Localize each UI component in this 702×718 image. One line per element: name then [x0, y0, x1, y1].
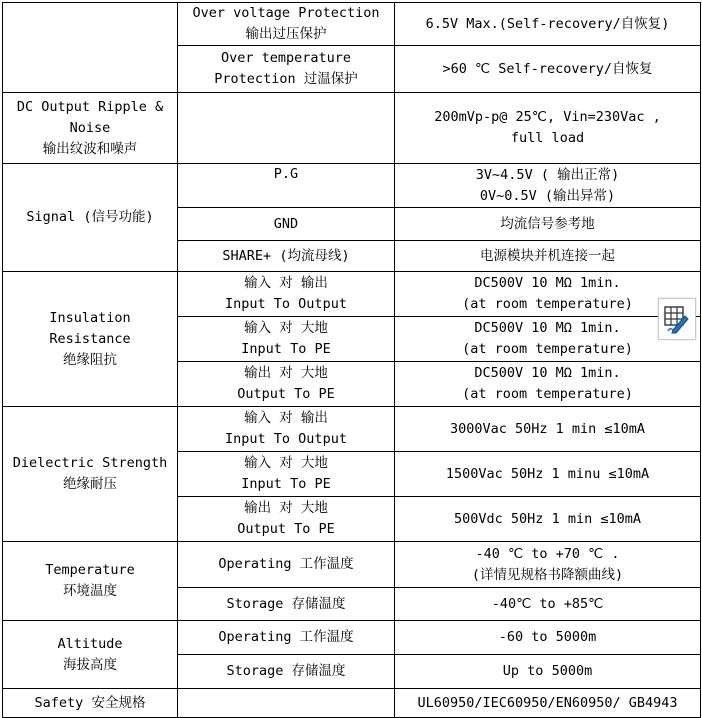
item-line: Input To Output — [225, 296, 347, 312]
item-cell — [178, 208, 395, 241]
param-cell — [3, 621, 178, 689]
row-dielectric-io — [3, 407, 701, 452]
value-cell — [395, 497, 701, 542]
value-cell — [395, 655, 701, 689]
value-line: (详情见规格书降额曲线) — [471, 566, 624, 583]
item-line: SHARE+ (均流母线) — [222, 247, 350, 264]
value-cell — [395, 241, 701, 272]
row-temperature-operating — [3, 542, 701, 588]
param-line: 绝缘耐压 — [63, 476, 117, 492]
param-line: Safety 安全规格 — [34, 694, 146, 711]
item-line: Protection 过温保护 — [214, 71, 358, 87]
row-over-voltage — [3, 3, 701, 46]
item-line: Storage 存储温度 — [226, 595, 346, 612]
value-cell — [395, 542, 701, 588]
param-cell-protection — [3, 3, 178, 93]
param-line: Signal (信号功能) — [26, 209, 154, 225]
item-line: 输入 对 输出 — [244, 410, 328, 426]
value-cell — [395, 46, 701, 93]
item-line: GND — [273, 215, 299, 232]
item-line: Storage 存储温度 — [226, 663, 346, 679]
row-safety — [3, 689, 701, 718]
value-line: -40℃ to +85℃ — [491, 595, 604, 612]
table-edit-glyph — [663, 304, 691, 334]
item-line: 输入 对 输出 — [244, 275, 328, 291]
item-line: Output To PE — [237, 386, 335, 402]
param-line: 环境温度 — [63, 583, 117, 599]
param-line: Altitude — [57, 635, 123, 652]
param-cell — [3, 407, 178, 542]
value-line: 500Vdc 50Hz 1 min ≤10mA — [454, 510, 641, 527]
value-cell — [395, 317, 701, 362]
item-line: Operating 工作温度 — [218, 556, 354, 572]
table-edit-icon[interactable] — [658, 298, 696, 340]
value-line: 电源模块并机连接一起 — [480, 247, 615, 264]
value-line: DC500V 10 MΩ 1min. — [474, 275, 621, 291]
param-line: Noise — [69, 119, 111, 136]
item-line: Over voltage Protection — [192, 5, 380, 21]
value-line: Up to 5000m — [502, 663, 593, 679]
item-line: P.G — [273, 166, 299, 182]
value-cell — [395, 362, 701, 407]
value-cell — [395, 452, 701, 497]
row-insulation-io — [3, 272, 701, 317]
item-line: 输入 对 大地 — [244, 455, 328, 471]
item-line: 输入 对 大地 — [244, 320, 328, 336]
value-line: 均流信号参考地 — [500, 215, 595, 232]
item-cell — [178, 621, 395, 655]
param-line: Insulation — [49, 309, 131, 326]
value-line: 1500Vac 50Hz 1 minu ≤10mA — [445, 465, 650, 482]
value-cell — [395, 407, 701, 452]
param-cell — [3, 93, 178, 164]
item-line: Over temperature — [220, 50, 352, 66]
param-line: Dielectric Strength — [12, 455, 168, 471]
item-line: Operating 工作温度 — [218, 629, 354, 645]
value-line: 6.5V Max.(Self-recovery/自恢复) — [425, 15, 670, 32]
param-line: Temperature — [45, 562, 135, 578]
item-cell — [178, 497, 395, 542]
item-cell — [178, 317, 395, 362]
item-line: Input To Output — [225, 431, 347, 447]
item-cell — [178, 46, 395, 93]
item-cell — [178, 164, 395, 208]
value-cell — [395, 272, 701, 317]
value-line: -40 ℃ to +70 ℃ . — [475, 545, 620, 562]
item-cell — [178, 407, 395, 452]
item-cell — [178, 542, 395, 588]
value-cell — [395, 208, 701, 241]
item-line: 输出 对 大地 — [244, 500, 328, 516]
param-cell — [3, 164, 178, 272]
value-line: -60 to 5000m — [498, 629, 597, 645]
item-line: 输出 对 大地 — [244, 365, 328, 381]
item-cell — [178, 689, 395, 718]
param-cell — [3, 689, 178, 718]
item-cell — [178, 588, 395, 621]
param-line: 绝缘阻抗 — [63, 351, 117, 368]
value-cell — [395, 588, 701, 621]
value-line: 0V~0.5V (输出异常) — [479, 187, 616, 204]
value-line: UL60950/IEC60950/EN60950/ GB4943 — [417, 694, 678, 711]
value-cell — [395, 93, 701, 164]
item-line: Output To PE — [237, 521, 335, 537]
value-cell — [395, 164, 701, 208]
item-cell — [178, 241, 395, 272]
param-line: 海拔高度 — [63, 656, 117, 673]
value-line: (at room temperature) — [462, 341, 633, 357]
value-cell — [395, 689, 701, 718]
value-line: 200mVp-p@ 25℃, Vin=230Vac , — [434, 109, 661, 125]
param-line: DC Output Ripple & — [16, 98, 164, 115]
value-line: (at room temperature) — [462, 296, 633, 312]
row-altitude-operating — [3, 621, 701, 655]
item-cell — [178, 272, 395, 317]
param-line: Resistance — [49, 330, 131, 347]
value-line: 3000Vac 50Hz 1 min ≤10mA — [449, 420, 646, 437]
spec-table — [2, 2, 701, 718]
item-cell — [178, 3, 395, 46]
item-line: Input To PE — [241, 341, 331, 357]
value-line: full load — [510, 130, 585, 146]
item-line: Input To PE — [241, 476, 331, 492]
value-line: 3V~4.5V ( 输出正常) — [475, 166, 620, 183]
row-signal-pg — [3, 164, 701, 208]
value-cell — [395, 621, 701, 655]
item-line: 输出过压保护 — [245, 26, 327, 42]
value-line: DC500V 10 MΩ 1min. — [474, 320, 621, 336]
value-cell — [395, 3, 701, 46]
param-line: 输出纹波和噪声 — [42, 140, 138, 157]
item-cell — [178, 93, 395, 164]
item-cell — [178, 655, 395, 689]
param-cell — [3, 272, 178, 407]
item-cell — [178, 362, 395, 407]
value-line: DC500V 10 MΩ 1min. — [474, 365, 621, 381]
row-ripple — [3, 93, 701, 164]
value-line: >60 ℃ Self-recovery/自恢复 — [442, 60, 653, 77]
param-cell — [3, 542, 178, 621]
value-line: (at room temperature) — [462, 386, 633, 402]
item-cell — [178, 452, 395, 497]
